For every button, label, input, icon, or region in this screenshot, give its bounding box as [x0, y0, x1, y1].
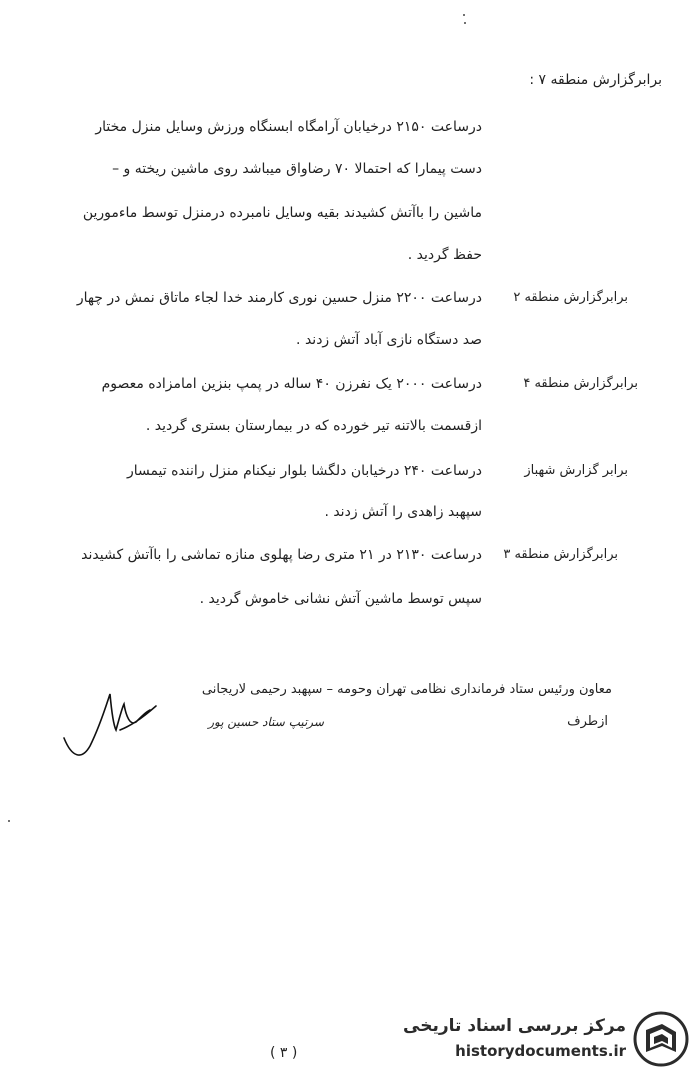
section-1-heading: برابرگزارش منطقه ۷ : — [529, 72, 662, 88]
scan-speck — [8, 820, 10, 822]
section-5-label: برابرگزارش منطقه ۳ — [503, 547, 618, 562]
watermark-url: historydocuments.ir — [455, 1042, 626, 1060]
page-number: ( ۳ ) — [270, 1045, 298, 1061]
scan-speck — [463, 14, 465, 16]
section-5-line-1: درساعت ۲۱۳۰ در ۲۱ متری رضا پهلوی منازه تماشی را باآتش کشیدند — [81, 547, 482, 563]
section-3-label: برابرگزارش منطقه ۴ — [523, 376, 638, 391]
section-1-line-1: درساعت ۲۱۵۰ درخیابان آرامگاه ابسنگاه ورزش وسایل منزل مختار — [95, 119, 482, 135]
section-1-line-3: ماشین را باآتش کشیدند بقیه وسایل نامبرده درمنزل توسط ماءمورین — [82, 205, 482, 221]
section-2-line-1: درساعت ۲۲۰۰ منزل حسین نوری کارمند خدا‌ لجاء ماتاق نمش در چهار — [76, 290, 482, 306]
section-2-label: برابرگزارش منطقه ۲ — [513, 290, 628, 305]
section-5-line-2: سپس توسط ماشین آتش نشانی خاموش گردید . — [199, 591, 482, 607]
archive-watermark — [403, 1010, 690, 1068]
section-1-line-2: دست پیمارا که احتمالا ۷۰ رضاواق میباشد روی ماشین ریخته و – — [112, 161, 482, 177]
section-4-label: برابر گزارش شهباز — [524, 463, 628, 478]
signer-name: سرتیپ ستاد حسین پور — [208, 715, 324, 729]
from-label: ازطرف — [567, 714, 608, 729]
archive-logo-icon — [632, 1010, 690, 1068]
scan-speck — [464, 22, 466, 24]
section-4-line-1: درساعت ۲۴۰ درخیابان دلگشا بلوار نیکنام منزل راننده تیمسار — [126, 463, 482, 479]
section-4-line-2: سپهبد زاهدی را آتش زدند . — [324, 504, 482, 520]
section-1-line-4: حفظ گردید . — [407, 247, 482, 263]
closing-title-line: معاون ورئیس ستاد فرمانداری نظامی تهران وحومه – سپهبد رحیمی لاریجانی — [201, 682, 612, 697]
handwritten-signature — [60, 686, 180, 766]
section-3-line-2: ازقسمت بالاتنه تیر خورده که در بیمارستان بستری گردید . — [145, 418, 482, 434]
section-3-line-1: درساعت ۲۰۰۰ یک نفرزن ۴۰ ساله در پمپ بنزین امامزاده معصوم — [101, 376, 482, 392]
section-2-line-2: صد دستگاه نازی آباد آتش زدند . — [296, 332, 482, 348]
watermark-title: مرکز بررسی اسناد تاریخی — [403, 1016, 626, 1036]
